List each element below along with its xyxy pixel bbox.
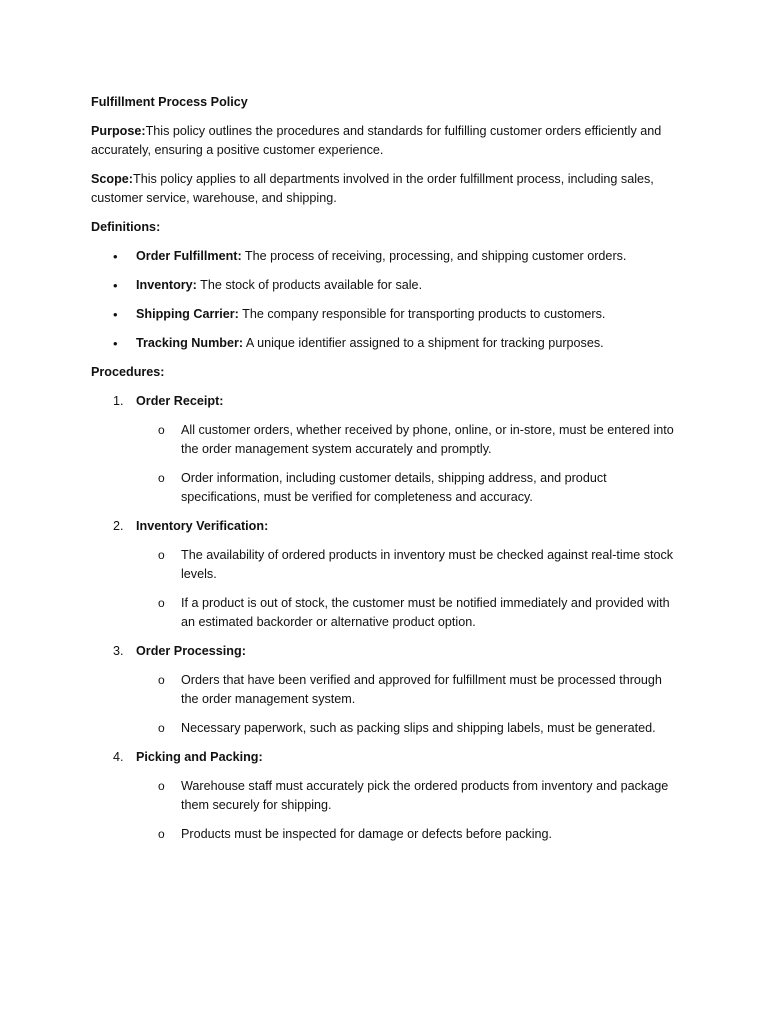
document-body (91, 93, 691, 854)
step-item-text: All customer orders, whether received by phone, online, or in-store, must be entered into the order management system accurately and promptly. (181, 423, 674, 456)
step-item-text: Necessary paperwork, such as packing slips and shipping labels, must be generated. (181, 721, 656, 735)
definition-item (91, 247, 691, 266)
definition-item (91, 276, 691, 295)
circle-bullet-icon: o (158, 721, 165, 735)
document-title: Fulfillment Process Policy (91, 95, 248, 109)
step-item (136, 421, 681, 459)
step-item-text: The availability of ordered products in inventory must be checked against real-time stock levels. (181, 548, 674, 581)
procedure-step (91, 517, 691, 632)
step-title: Order Receipt: (136, 394, 224, 408)
procedure-step (91, 642, 691, 738)
circle-bullet-icon: o (158, 471, 165, 485)
step-item-text: Products must be inspected for damage or defects before packing. (181, 827, 553, 841)
definition-text: The process of receiving, processing, and shipping customer orders. (241, 249, 627, 263)
procedures-list (91, 392, 691, 844)
procedure-step (91, 748, 691, 844)
step-item-text: Orders that have been verified and approved for fulfillment must be processed through the order management system. (181, 673, 662, 706)
purpose-text: This policy outlines the procedures and standards for fulfilling customer orders efficiently and accurately, ensuring a positive customer experience. (91, 124, 662, 157)
circle-bullet-icon: o (158, 548, 165, 562)
bullet-icon: • (113, 249, 118, 264)
definitions-heading: Definitions: (91, 220, 161, 234)
step-number: 2. (113, 519, 124, 533)
definition-text: The company responsible for transporting products to customers. (238, 307, 606, 321)
step-items (136, 546, 691, 632)
step-items (136, 671, 691, 738)
bullet-icon: • (113, 336, 118, 351)
step-number: 1. (113, 394, 124, 408)
definition-term: Shipping Carrier: (136, 307, 239, 321)
purpose-label: Purpose: (91, 124, 146, 138)
circle-bullet-icon: o (158, 423, 165, 437)
definition-text: The stock of products available for sale. (196, 278, 423, 292)
step-item-text: If a product is out of stock, the customer must be notified immediately and provided with an estimated backorder or alternative product option. (181, 596, 670, 629)
step-item-text: Order information, including customer details, shipping address, and product specifications, must be verified for completeness and accuracy. (181, 471, 607, 504)
step-title: Picking and Packing: (136, 750, 263, 764)
step-item (136, 594, 681, 632)
step-item (136, 546, 681, 584)
procedures-heading: Procedures: (91, 365, 165, 379)
definition-term: Order Fulfillment: (136, 249, 242, 263)
bullet-icon: • (113, 307, 118, 322)
procedure-step (91, 392, 691, 507)
step-item (136, 777, 681, 815)
definition-item (91, 305, 691, 324)
step-item (136, 719, 681, 738)
step-title: Order Processing: (136, 644, 246, 658)
definition-item (91, 334, 691, 353)
step-item (136, 671, 681, 709)
step-item-text: Warehouse staff must accurately pick the ordered products from inventory and package them securely for shipping. (181, 779, 669, 812)
step-items (136, 777, 691, 844)
step-item (136, 469, 681, 507)
definition-term: Inventory: (136, 278, 197, 292)
definition-text: A unique identifier assigned to a shipment for tracking purposes. (243, 336, 604, 350)
bullet-icon: • (113, 278, 118, 293)
step-number: 4. (113, 750, 124, 764)
circle-bullet-icon: o (158, 779, 165, 793)
circle-bullet-icon: o (158, 673, 165, 687)
step-item (136, 825, 681, 844)
step-title: Inventory Verification: (136, 519, 269, 533)
scope-text: This policy applies to all departments involved in the order fulfillment process, including sales, customer service, warehouse, and shipping. (91, 172, 654, 205)
step-number: 3. (113, 644, 124, 658)
definitions-list (91, 247, 691, 353)
definition-term: Tracking Number: (136, 336, 244, 350)
scope-label: Scope: (91, 172, 133, 186)
scope-paragraph (91, 170, 691, 208)
circle-bullet-icon: o (158, 596, 165, 610)
step-items (136, 421, 691, 507)
circle-bullet-icon: o (158, 827, 165, 841)
purpose-paragraph (91, 122, 691, 160)
